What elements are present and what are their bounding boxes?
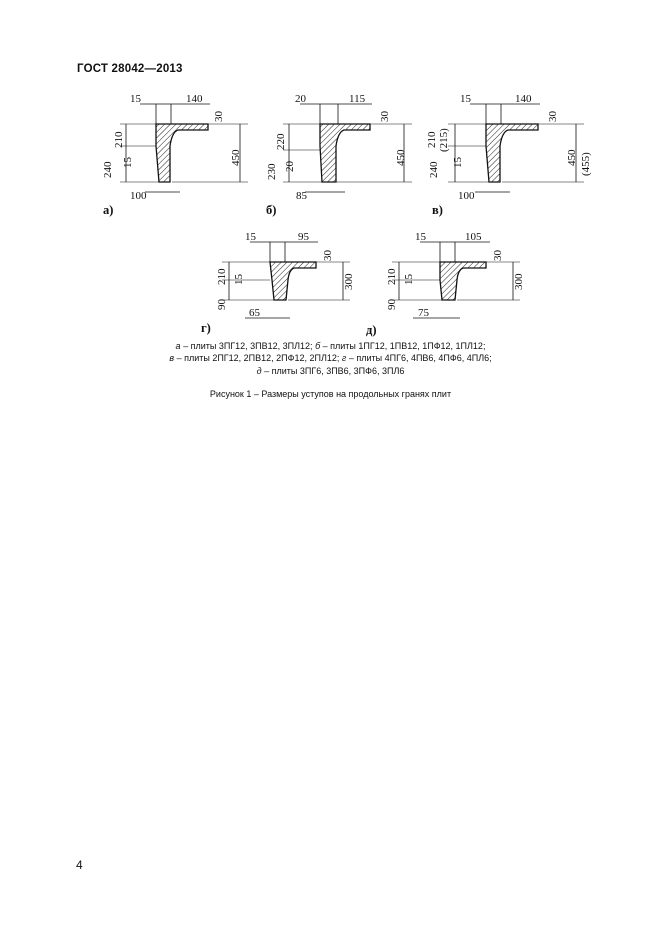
dim-inner-v: 15 [452,157,464,168]
dim-bottom-d: 75 [418,307,429,319]
dim-flange-d: 105 [465,231,482,243]
dim-slab-top-v: 30 [547,111,559,122]
figure-drawing [0,0,661,340]
dim-height-a: 450 [230,149,242,166]
legend-key-b: б [315,341,321,351]
legend-key-d: д [256,365,262,376]
dim-slab-top-b: 30 [379,111,391,122]
panel-a [102,93,248,217]
dim-top-offset-g: 15 [245,231,256,243]
legend-line-1 [0,340,661,352]
dim-left-lower-b: 230 [266,163,278,180]
dim-flange-a: 140 [186,93,203,105]
panel-label-b: б) [266,203,277,217]
panel-b [266,93,412,217]
panel-label-d: д) [366,323,377,337]
dim-inner-a: 15 [122,157,134,168]
dim-flange-b: 115 [349,93,366,105]
figure-legend [0,340,661,377]
dim-inner-g: 15 [233,274,245,285]
dim-slab-top-g: 30 [322,250,334,261]
dim-height-b: 450 [395,149,407,166]
slab-section-b [320,124,370,182]
dim-left-upper-alt-v: (215) [438,128,450,152]
dim-top-offset-v: 15 [460,93,471,105]
slab-section-a [156,124,208,182]
legend-line-2 [0,352,661,364]
legend-text-a: – плиты 3ПГ12, 3ПВ12, 3ПЛ12; [180,341,316,351]
dim-left-upper-b: 220 [275,133,287,150]
document-header: ГОСТ 28042—2013 [77,63,183,75]
legend-line-3 [0,365,661,377]
dim-left-lower-g: 90 [216,299,228,310]
dim-left-lower-v: 240 [428,161,440,178]
dim-bottom-b: 85 [296,190,307,202]
slab-section-g [270,262,316,300]
page-number: 4 [76,858,83,872]
dim-left-lower-d: 90 [386,299,398,310]
dim-top-offset-a: 15 [130,93,141,105]
legend-key-v: в [169,353,175,364]
legend-key-g: г [341,353,347,364]
dim-top-offset-b: 20 [295,93,306,105]
dim-inner-d: 15 [403,274,415,285]
legend-text-g: – плиты 4ПГ6, 4ПВ6, 4ПФ6, 4ПЛ6; [346,353,492,364]
dim-bottom-a: 100 [130,190,147,202]
legend-text-d: – плиты 3ПГ6, 3ПВ6, 3ПФ6, 3ПЛ6 [261,365,405,376]
dim-top-offset-d: 15 [415,231,426,243]
panel-v [426,93,592,217]
dim-left-upper-d: 210 [386,268,398,285]
legend-text-b: – плиты 1ПГ12, 1ПВ12, 1ПФ12, 1ПЛ12; [320,341,486,351]
dim-slab-top-d: 30 [492,250,504,261]
dim-bottom-v: 100 [458,190,475,202]
dim-flange-v: 140 [515,93,532,105]
dim-height-g: 300 [343,273,355,290]
panel-label-v: в) [432,203,443,217]
panel-label-g: г) [201,321,211,335]
legend-text-v: – плиты 2ПГ12, 2ПВ12, 2ПФ12, 2ПЛ12; [174,353,342,364]
dim-height-d: 300 [513,273,525,290]
dim-bottom-g: 65 [249,307,260,319]
dim-slab-top-a: 30 [213,111,225,122]
legend-key-a: а [175,341,181,351]
dim-left-upper-v: 210 [426,131,438,148]
panel-g [201,231,355,335]
slab-section-v [486,124,538,182]
dim-left-upper-a: 210 [113,131,125,148]
panel-d [366,231,525,337]
dim-height-v: 450 [566,149,578,166]
dim-height-alt-v: (455) [580,152,592,176]
dim-flange-g: 95 [298,231,309,243]
dim-inner-b: 20 [284,161,296,172]
slab-section-d [440,262,486,300]
dim-left-lower-a: 240 [102,161,114,178]
dim-left-upper-g: 210 [216,268,228,285]
panel-label-a: а) [103,203,114,217]
figure-title: Рисунок 1 – Размеры уступов на продольных гранях плит [209,389,452,399]
